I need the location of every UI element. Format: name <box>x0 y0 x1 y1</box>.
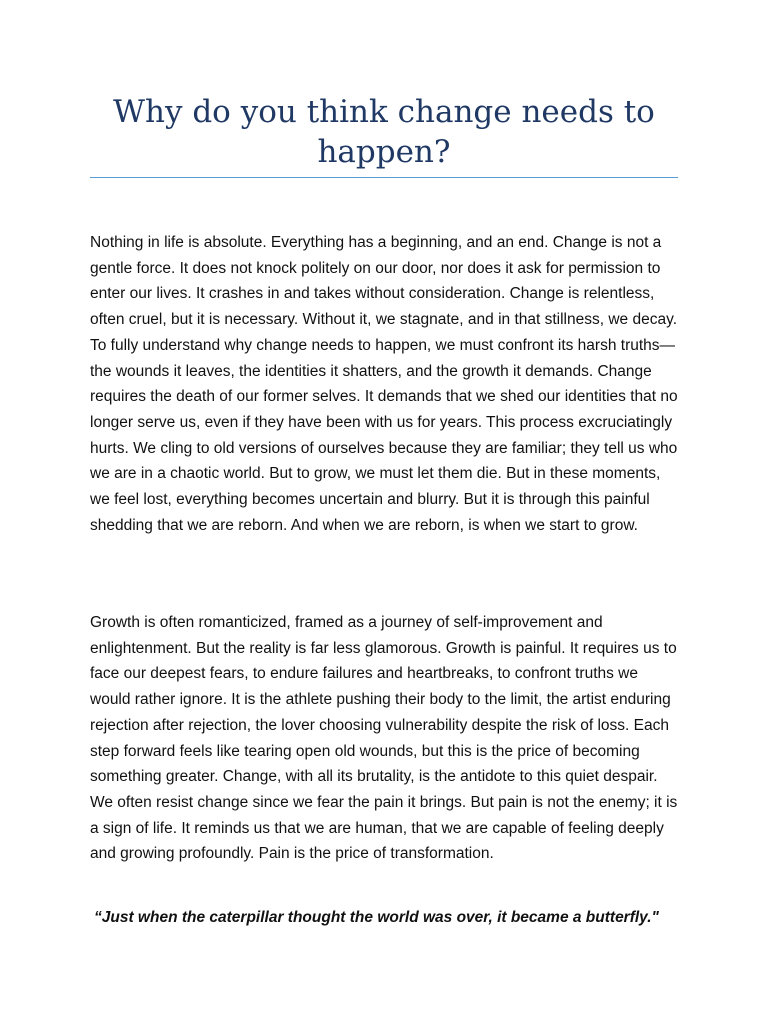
closing-quote: “Just when the caterpillar thought the world was over, it became a butterfly." <box>94 909 659 926</box>
page-title: Why do you think change needs to happen? <box>113 94 655 170</box>
body-paragraph-1: Nothing in life is absolute. Everything has a beginning, and an end. Change is not a gentle force. It does not knock politely on our door, nor does it ask for permission to enter our lives. It crashes in and takes without consideration. Change is relentless, often cruel, but it is necessary. Without it, we stagnate, and in that stillness, we decay. To fully understand why change needs to happen, we must confront its harsh truths—the wounds it leaves, the identities it shatters, and the growth it demands. Change requires the death of our former selves. It demands that we shed our identities that no longer serve us, even if they have been with us for years. This process excruciatingly hurts. We cling to old versions of ourselves because they are familiar; they tell us who we are in a chaotic world. But to grow, we must let them die. But in these moments, we feel lost, everything becomes uncertain and blurry. But it is through this painful shedding that we are reborn. And when we are reborn, is when we start to grow. <box>90 234 678 534</box>
title-divider <box>90 177 678 178</box>
body-paragraph-2: Growth is often romanticized, framed as a journey of self-improvement and enlightenment. But the reality is far less glamorous. Growth is painful. It requires us to face our deepest fears, to endure failures and heartbreaks, to confront truths we would rather ignore. It is the athlete pushing their body to the limit, the artist enduring rejection after rejection, the lover choosing vulnerability despite the risk of loss. Each step forward feels like tearing open old wounds, but this is the price of becoming something greater. Change, with all its brutality, is the antidote to this quiet despair. We often resist change since we fear the pain it brings. But pain is not the enemy; it is a sign of life. It reminds us that we are human, that we are capable of feeling deeply and growing profoundly. Pain is the price of transformation. <box>90 614 678 863</box>
